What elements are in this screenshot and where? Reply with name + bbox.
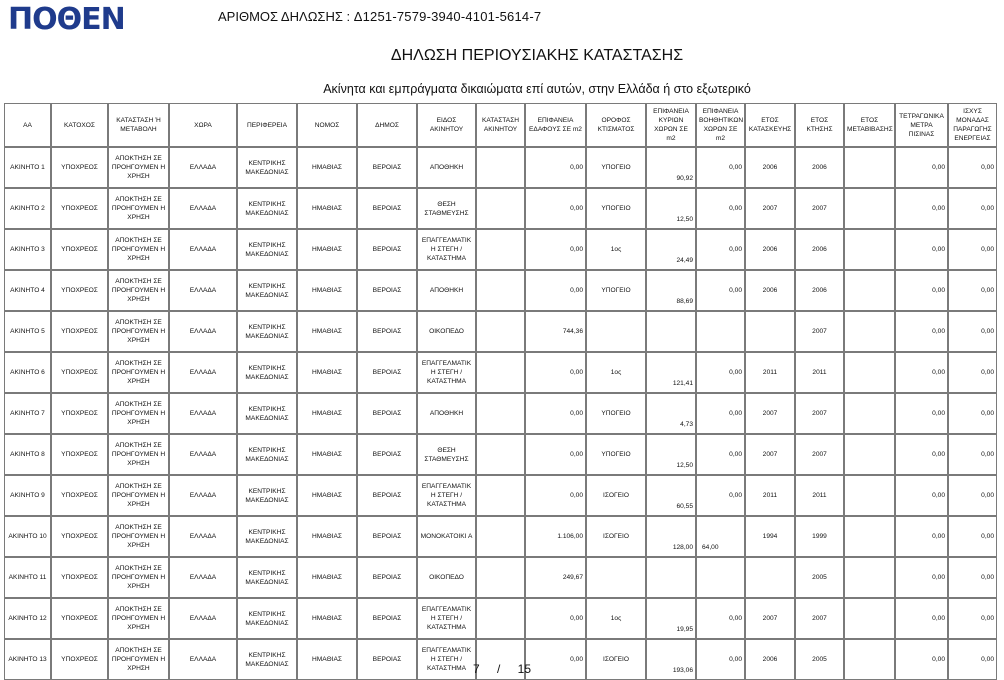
table-cell: 0,00 — [696, 475, 745, 516]
table-cell — [844, 229, 895, 270]
table-cell: ΒΕΡΟΙΑΣ — [357, 229, 417, 270]
table-body — [4, 147, 997, 680]
table-cell — [476, 270, 525, 311]
property-table — [4, 103, 997, 680]
table-cell: 0,00 — [948, 188, 997, 229]
table-cell — [586, 557, 646, 598]
table-cell: ΚΕΝΤΡΙΚΗΣ ΜΑΚΕΔΟΝΙΑΣ — [237, 639, 297, 680]
table-cell: 2007 — [745, 434, 795, 475]
table-cell: 121,41 — [646, 352, 696, 393]
table-cell: ΥΠΟΧΡΕΟΣ — [51, 557, 108, 598]
table-cell — [844, 270, 895, 311]
table-cell: 2011 — [795, 475, 844, 516]
table-cell: ΗΜΑΘΙΑΣ — [297, 229, 357, 270]
table-cell: 193,06 — [646, 639, 696, 680]
table-row — [4, 393, 997, 434]
table-cell: 0,00 — [525, 475, 586, 516]
column-header: ΠΕΡΙΦΕΡΕΙΑ — [237, 103, 297, 147]
column-header: ΕΠΙΦΑΝΕΙΑ ΒΟΗΘΗΤΙΚΩΝ ΧΩΡΩΝ ΣΕ m2 — [696, 103, 745, 147]
table-cell — [476, 557, 525, 598]
table-cell: ΗΜΑΘΙΑΣ — [297, 516, 357, 557]
column-header: ΙΣΧΥΣ ΜΟΝΑΔΑΣ ΠΑΡΑΓΩΓΗΣ ΕΝΕΡΓΕΙΑΣ — [948, 103, 997, 147]
page-title: ΔΗΛΩΣΗ ΠΕΡΙΟΥΣΙΑΚΗΣ ΚΑΤΑΣΤΑΣΗΣ — [390, 47, 684, 64]
column-header: ΔΗΜΟΣ — [357, 103, 417, 147]
table-cell: ΒΕΡΟΙΑΣ — [357, 516, 417, 557]
table-cell: ΙΣΟΓΕΙΟ — [586, 639, 646, 680]
table-cell: ΥΠΟΓΕΙΟ — [586, 270, 646, 311]
table-cell: 0,00 — [948, 598, 997, 639]
table-cell: 2007 — [795, 188, 844, 229]
table-cell: ΥΠΟΓΕΙΟ — [586, 434, 646, 475]
table-cell: 2005 — [795, 557, 844, 598]
table-cell: 88,69 — [646, 270, 696, 311]
table-cell: ΥΠΟΓΕΙΟ — [586, 188, 646, 229]
table-row — [4, 188, 997, 229]
table-cell: ΥΠΟΧΡΕΟΣ — [51, 393, 108, 434]
table-cell: 2011 — [745, 352, 795, 393]
table-cell: 2005 — [795, 639, 844, 680]
table-cell — [476, 393, 525, 434]
table-cell: 2007 — [795, 434, 844, 475]
table-cell: 0,00 — [696, 229, 745, 270]
table-cell: ΗΜΑΘΙΑΣ — [297, 598, 357, 639]
table-cell: 0,00 — [895, 516, 948, 557]
table-cell: ΗΜΑΘΙΑΣ — [297, 352, 357, 393]
table-cell: ΚΕΝΤΡΙΚΗΣ ΜΑΚΕΔΟΝΙΑΣ — [237, 393, 297, 434]
table-cell: ΕΛΛΑΔΑ — [169, 229, 237, 270]
column-header: ΕΠΙΦΑΝΕΙΑ ΚΥΡΙΩΝ ΧΩΡΩΝ ΣΕ m2 — [646, 103, 696, 147]
column-header: ΚΑΤΟΧΟΣ — [51, 103, 108, 147]
table-cell: 2006 — [795, 229, 844, 270]
table-cell: 0,00 — [525, 434, 586, 475]
table-cell: ΒΕΡΟΙΑΣ — [357, 352, 417, 393]
table-row — [4, 475, 997, 516]
pothen-logo: ΠΟΘΕΝ — [8, 2, 125, 37]
table-cell: 0,00 — [948, 147, 997, 188]
table-cell — [844, 434, 895, 475]
table-cell: 2006 — [745, 147, 795, 188]
table-cell: ΑΠΟΚΤΗΣΗ ΣΕ ΠΡΟΗΓΟΥΜΕΝ Η ΧΡΗΣΗ — [108, 598, 169, 639]
table-cell: ΒΕΡΟΙΑΣ — [357, 557, 417, 598]
table-cell: ΚΕΝΤΡΙΚΗΣ ΜΑΚΕΔΟΝΙΑΣ — [237, 598, 297, 639]
table-cell — [745, 557, 795, 598]
table-cell: ΟΙΚΟΠΕΔΟ — [417, 311, 476, 352]
table-cell: ΕΛΛΑΔΑ — [169, 598, 237, 639]
table-cell: ΥΠΟΧΡΕΟΣ — [51, 475, 108, 516]
table-cell: 2006 — [795, 270, 844, 311]
table-cell: ΥΠΟΧΡΕΟΣ — [51, 147, 108, 188]
table-cell: ΑΚΙΝΗΤΟ 12 — [4, 598, 51, 639]
table-cell: ΕΛΛΑΔΑ — [169, 475, 237, 516]
table-cell: 12,50 — [646, 434, 696, 475]
table-cell: ΕΠΑΓΓΕΛΜΑΤΙΚ Η ΣΤΕΓΗ / ΚΑΤΑΣΤΗΜΑ — [417, 352, 476, 393]
table-cell: ΑΚΙΝΗΤΟ 10 — [4, 516, 51, 557]
table-cell — [844, 557, 895, 598]
table-cell: ΚΕΝΤΡΙΚΗΣ ΜΑΚΕΔΟΝΙΑΣ — [237, 475, 297, 516]
table-cell: ΑΚΙΝΗΤΟ 7 — [4, 393, 51, 434]
table-cell: ΚΕΝΤΡΙΚΗΣ ΜΑΚΕΔΟΝΙΑΣ — [237, 516, 297, 557]
table-cell: ΑΠΟΚΤΗΣΗ ΣΕ ΠΡΟΗΓΟΥΜΕΝ Η ΧΡΗΣΗ — [108, 270, 169, 311]
table-cell — [745, 311, 795, 352]
table-cell: ΗΜΑΘΙΑΣ — [297, 311, 357, 352]
table-cell: ΑΠΟΘΗΚΗ — [417, 147, 476, 188]
declaration-label: ΑΡΙΘΜΟΣ ΔΗΛΩΣΗΣ : — [218, 9, 351, 24]
table-cell: 1999 — [795, 516, 844, 557]
table-cell: 0,00 — [895, 557, 948, 598]
declaration-number: Δ1251-7579-3940-4101-5614-7 — [353, 9, 542, 24]
table-cell: ΗΜΑΘΙΑΣ — [297, 270, 357, 311]
table-cell — [586, 311, 646, 352]
column-header: ΕΤΟΣ ΚΑΤΑΣΚΕΥΗΣ — [745, 103, 795, 147]
table-cell: ΙΣΟΓΕΙΟ — [586, 475, 646, 516]
table-cell: 19,95 — [646, 598, 696, 639]
table-row — [4, 229, 997, 270]
table-cell: 0,00 — [696, 598, 745, 639]
table-cell: 0,00 — [948, 393, 997, 434]
table-row — [4, 434, 997, 475]
table-cell: ΚΕΝΤΡΙΚΗΣ ΜΑΚΕΔΟΝΙΑΣ — [237, 311, 297, 352]
table-cell: 0,00 — [895, 639, 948, 680]
table-cell: 0,00 — [696, 434, 745, 475]
table-cell: 0,00 — [895, 270, 948, 311]
table-cell: ΑΚΙΝΗΤΟ 2 — [4, 188, 51, 229]
table-cell: 0,00 — [895, 598, 948, 639]
table-cell — [476, 516, 525, 557]
table-cell: ΑΠΟΚΤΗΣΗ ΣΕ ΠΡΟΗΓΟΥΜΕΝ Η ΧΡΗΣΗ — [108, 393, 169, 434]
table-cell: ΗΜΑΘΙΑΣ — [297, 147, 357, 188]
table-row — [4, 147, 997, 188]
table-cell: 249,67 — [525, 557, 586, 598]
table-cell: ΒΕΡΟΙΑΣ — [357, 639, 417, 680]
table-cell — [646, 557, 696, 598]
table-cell: 0,00 — [948, 434, 997, 475]
table-cell: 0,00 — [948, 352, 997, 393]
table-cell: ΑΚΙΝΗΤΟ 8 — [4, 434, 51, 475]
table-header-row — [4, 103, 997, 147]
table-cell: 2011 — [745, 475, 795, 516]
table-cell: 0,00 — [525, 598, 586, 639]
table-cell: ΕΛΛΑΔΑ — [169, 352, 237, 393]
table-cell: ΑΚΙΝΗΤΟ 6 — [4, 352, 51, 393]
table-cell: 0,00 — [696, 393, 745, 434]
table-cell — [696, 311, 745, 352]
table-cell: ΥΠΟΧΡΕΟΣ — [51, 229, 108, 270]
table-cell — [476, 311, 525, 352]
table-cell: 0,00 — [895, 229, 948, 270]
table-cell: ΥΠΟΧΡΕΟΣ — [51, 598, 108, 639]
table-cell: 0,00 — [696, 270, 745, 311]
table-cell: 24,49 — [646, 229, 696, 270]
table-cell — [844, 516, 895, 557]
table-cell: ΑΚΙΝΗΤΟ 3 — [4, 229, 51, 270]
table-cell: ΚΕΝΤΡΙΚΗΣ ΜΑΚΕΔΟΝΙΑΣ — [237, 188, 297, 229]
table-cell: ΚΕΝΤΡΙΚΗΣ ΜΑΚΕΔΟΝΙΑΣ — [237, 352, 297, 393]
table-cell: ΚΕΝΤΡΙΚΗΣ ΜΑΚΕΔΟΝΙΑΣ — [237, 434, 297, 475]
table-cell: ΑΠΟΚΤΗΣΗ ΣΕ ΠΡΟΗΓΟΥΜΕΝ Η ΧΡΗΣΗ — [108, 639, 169, 680]
table-cell: ΚΕΝΤΡΙΚΗΣ ΜΑΚΕΔΟΝΙΑΣ — [237, 270, 297, 311]
table-cell: ΕΛΛΑΔΑ — [169, 434, 237, 475]
table-cell: 0,00 — [895, 475, 948, 516]
table-cell: ΒΕΡΟΙΑΣ — [357, 270, 417, 311]
table-cell: ΑΠΟΚΤΗΣΗ ΣΕ ΠΡΟΗΓΟΥΜΕΝ Η ΧΡΗΣΗ — [108, 188, 169, 229]
table-cell: ΚΕΝΤΡΙΚΗΣ ΜΑΚΕΔΟΝΙΑΣ — [237, 147, 297, 188]
table-cell: ΙΣΟΓΕΙΟ — [586, 516, 646, 557]
table-cell: ΥΠΟΧΡΕΟΣ — [51, 311, 108, 352]
table-cell: 0,00 — [948, 639, 997, 680]
table-cell — [844, 147, 895, 188]
table-cell: ΑΠΟΚΤΗΣΗ ΣΕ ΠΡΟΗΓΟΥΜΕΝ Η ΧΡΗΣΗ — [108, 557, 169, 598]
table-cell: ΕΛΛΑΔΑ — [169, 516, 237, 557]
table-cell — [844, 598, 895, 639]
table-cell: ΑΠΟΚΤΗΣΗ ΣΕ ΠΡΟΗΓΟΥΜΕΝ Η ΧΡΗΣΗ — [108, 434, 169, 475]
table-cell: ΕΛΛΑΔΑ — [169, 147, 237, 188]
table-cell — [476, 434, 525, 475]
table-cell — [476, 188, 525, 229]
table-cell: 0,00 — [525, 352, 586, 393]
table-cell: 0,00 — [895, 434, 948, 475]
table-cell — [696, 557, 745, 598]
table-cell: ΕΛΛΑΔΑ — [169, 270, 237, 311]
table-cell: 0,00 — [525, 147, 586, 188]
table-cell: 0,00 — [895, 311, 948, 352]
table-cell: ΒΕΡΟΙΑΣ — [357, 434, 417, 475]
table-cell: 0,00 — [948, 270, 997, 311]
table-cell: ΑΠΟΚΤΗΣΗ ΣΕ ΠΡΟΗΓΟΥΜΕΝ Η ΧΡΗΣΗ — [108, 311, 169, 352]
table-cell — [844, 311, 895, 352]
table-cell — [844, 352, 895, 393]
table-row — [4, 516, 997, 557]
table-cell: ΘΕΣΗ ΣΤΑΘΜΕΥΣΗΣ — [417, 188, 476, 229]
table-cell: ΗΜΑΘΙΑΣ — [297, 557, 357, 598]
table-cell: 1ος — [586, 229, 646, 270]
column-header: ΧΩΡΑ — [169, 103, 237, 147]
table-row — [4, 557, 997, 598]
table-cell — [476, 475, 525, 516]
table-cell: 0,00 — [525, 270, 586, 311]
table-cell: ΗΜΑΘΙΑΣ — [297, 639, 357, 680]
table-cell: 64,00 — [696, 516, 745, 557]
table-cell — [476, 229, 525, 270]
table-cell: 0,00 — [696, 188, 745, 229]
table-cell: ΑΚΙΝΗΤΟ 13 — [4, 639, 51, 680]
table-cell: 2006 — [745, 229, 795, 270]
table-cell: ΥΠΟΓΕΙΟ — [586, 393, 646, 434]
table-cell: 2006 — [745, 639, 795, 680]
table-cell: ΘΕΣΗ ΣΤΑΘΜΕΥΣΗΣ — [417, 434, 476, 475]
table-cell: ΥΠΟΓΕΙΟ — [586, 147, 646, 188]
page-current: 7 — [472, 662, 480, 676]
table-cell: ΑΚΙΝΗΤΟ 11 — [4, 557, 51, 598]
table-cell: 60,55 — [646, 475, 696, 516]
table-cell: ΒΕΡΟΙΑΣ — [357, 311, 417, 352]
table-cell: 4,73 — [646, 393, 696, 434]
table-cell: ΑΠΟΘΗΚΗ — [417, 270, 476, 311]
table-cell: 0,00 — [948, 311, 997, 352]
table-cell: 0,00 — [525, 639, 586, 680]
column-header: ΕΤΟΣ ΚΤΗΣΗΣ — [795, 103, 844, 147]
table-cell: ΑΚΙΝΗΤΟ 9 — [4, 475, 51, 516]
table-cell: 0,00 — [948, 229, 997, 270]
table-cell: 2007 — [745, 393, 795, 434]
table-cell: ΑΠΟΚΤΗΣΗ ΣΕ ΠΡΟΗΓΟΥΜΕΝ Η ΧΡΗΣΗ — [108, 229, 169, 270]
table-cell: ΚΕΝΤΡΙΚΗΣ ΜΑΚΕΔΟΝΙΑΣ — [237, 557, 297, 598]
table-cell: ΒΕΡΟΙΑΣ — [357, 188, 417, 229]
table-cell: 2007 — [745, 188, 795, 229]
table-cell: 2007 — [795, 598, 844, 639]
column-header: ΕΙΔΟΣ ΑΚΙΝΗΤΟΥ — [417, 103, 476, 147]
table-cell: ΥΠΟΧΡΕΟΣ — [51, 352, 108, 393]
table-row — [4, 270, 997, 311]
table-cell: 0,00 — [948, 475, 997, 516]
table-cell — [476, 147, 525, 188]
column-header: ΚΑΤΑΣΤΑΣΗ ΑΚΙΝΗΤΟΥ — [476, 103, 525, 147]
table-cell: ΗΜΑΘΙΑΣ — [297, 475, 357, 516]
table-cell: 2007 — [795, 311, 844, 352]
table-cell: 1994 — [745, 516, 795, 557]
table-cell: 2011 — [795, 352, 844, 393]
table-cell: 90,92 — [646, 147, 696, 188]
table-cell: ΒΕΡΟΙΑΣ — [357, 475, 417, 516]
table-cell: ΥΠΟΧΡΕΟΣ — [51, 270, 108, 311]
table-cell: ΕΛΛΑΔΑ — [169, 393, 237, 434]
page-indicator — [0, 662, 1004, 676]
column-header: ΑΑ — [4, 103, 51, 147]
table-cell: 0,00 — [895, 147, 948, 188]
table-cell: 0,00 — [525, 393, 586, 434]
table-cell — [844, 188, 895, 229]
table-cell: ΑΠΟΚΤΗΣΗ ΣΕ ΠΡΟΗΓΟΥΜΕΝ Η ΧΡΗΣΗ — [108, 147, 169, 188]
table-row — [4, 352, 997, 393]
column-header: ΟΡΟΦΟΣ ΚΤΙΣΜΑΤΟΣ — [586, 103, 646, 147]
column-header: ΕΠΙΦΑΝΕΙΑ ΕΔΑΦΟΥΣ ΣΕ m2 — [525, 103, 586, 147]
table-cell: 2007 — [745, 598, 795, 639]
table-cell: 0,00 — [696, 352, 745, 393]
table-cell: ΥΠΟΧΡΕΟΣ — [51, 434, 108, 475]
table-cell: 128,00 — [646, 516, 696, 557]
table-cell — [646, 311, 696, 352]
table-cell: ΕΛΛΑΔΑ — [169, 557, 237, 598]
column-header: ΝΟΜΟΣ — [297, 103, 357, 147]
table-cell: ΕΠΑΓΓΕΛΜΑΤΙΚ Η ΣΤΕΓΗ / ΚΑΤΑΣΤΗΜΑ — [417, 229, 476, 270]
table-cell: 0,00 — [895, 352, 948, 393]
page-separator: / — [496, 662, 501, 676]
table-cell: 1.106,00 — [525, 516, 586, 557]
table-cell: ΑΚΙΝΗΤΟ 1 — [4, 147, 51, 188]
table-cell: ΗΜΑΘΙΑΣ — [297, 393, 357, 434]
table-cell: ΚΕΝΤΡΙΚΗΣ ΜΑΚΕΔΟΝΙΑΣ — [237, 229, 297, 270]
table-cell: 0,00 — [948, 557, 997, 598]
column-header: ΕΤΟΣ ΜΕΤΑΒΙΒΑΣΗΣ — [844, 103, 895, 147]
table-cell: ΑΚΙΝΗΤΟ 5 — [4, 311, 51, 352]
declaration-number-line — [218, 9, 541, 24]
table-cell: ΜΟΝΟΚΑΤΟΙΚΙ Α — [417, 516, 476, 557]
table-cell: ΕΛΛΑΔΑ — [169, 311, 237, 352]
table-cell: 744,36 — [525, 311, 586, 352]
table-cell: ΥΠΟΧΡΕΟΣ — [51, 639, 108, 680]
table-cell: ΑΠΟΚΤΗΣΗ ΣΕ ΠΡΟΗΓΟΥΜΕΝ Η ΧΡΗΣΗ — [108, 352, 169, 393]
table-cell: ΗΜΑΘΙΑΣ — [297, 188, 357, 229]
table-cell: 2006 — [745, 270, 795, 311]
table-cell — [844, 393, 895, 434]
table-cell: ΥΠΟΧΡΕΟΣ — [51, 516, 108, 557]
table-cell: 0,00 — [895, 393, 948, 434]
table-cell: 0,00 — [948, 516, 997, 557]
table-cell — [476, 352, 525, 393]
table-cell: 12,50 — [646, 188, 696, 229]
table-cell: 0,00 — [696, 147, 745, 188]
table-cell: ΒΕΡΟΙΑΣ — [357, 393, 417, 434]
table-cell: ΕΛΛΑΔΑ — [169, 639, 237, 680]
table-cell: ΒΕΡΟΙΑΣ — [357, 147, 417, 188]
table-cell: 0,00 — [696, 639, 745, 680]
page-total: 15 — [517, 662, 532, 676]
table-cell: 1ος — [586, 352, 646, 393]
table-cell: ΕΠΑΓΓΕΛΜΑΤΙΚ Η ΣΤΕΓΗ / ΚΑΤΑΣΤΗΜΑ — [417, 598, 476, 639]
table-cell: ΕΠΑΓΓΕΛΜΑΤΙΚ Η ΣΤΕΓΗ / ΚΑΤΑΣΤΗΜΑ — [417, 639, 476, 680]
table-row — [4, 598, 997, 639]
column-header: ΤΕΤΡΑΓΩΝΙΚΑ ΜΕΤΡΑ ΠΙΣΙΝΑΣ — [895, 103, 948, 147]
table-cell: ΗΜΑΘΙΑΣ — [297, 434, 357, 475]
column-header: ΚΑΤΑΣΤΑΣΗ Ή ΜΕΤΑΒΟΛΗ — [108, 103, 169, 147]
table-cell: 2007 — [795, 393, 844, 434]
table-cell: ΕΠΑΓΓΕΛΜΑΤΙΚ Η ΣΤΕΓΗ / ΚΑΤΑΣΤΗΜΑ — [417, 475, 476, 516]
table-cell — [844, 475, 895, 516]
table-cell: ΑΠΟΚΤΗΣΗ ΣΕ ΠΡΟΗΓΟΥΜΕΝ Η ΧΡΗΣΗ — [108, 516, 169, 557]
table-cell: ΑΠΟΚΤΗΣΗ ΣΕ ΠΡΟΗΓΟΥΜΕΝ Η ΧΡΗΣΗ — [108, 475, 169, 516]
table-row — [4, 311, 997, 352]
table-cell: ΥΠΟΧΡΕΟΣ — [51, 188, 108, 229]
table-cell: 1ος — [586, 598, 646, 639]
table-cell: 0,00 — [525, 229, 586, 270]
table-cell: 0,00 — [895, 188, 948, 229]
table-cell: 2006 — [795, 147, 844, 188]
page-subtitle: Ακίνητα και εμπράγματα δικαιώματα επί αυτών, στην Ελλάδα ή στο εξωτερικό — [323, 82, 751, 96]
table-cell: 0,00 — [525, 188, 586, 229]
table-cell: ΑΠΟΘΗΚΗ — [417, 393, 476, 434]
table-cell — [476, 598, 525, 639]
table-cell: ΒΕΡΟΙΑΣ — [357, 598, 417, 639]
table-cell: ΟΙΚΟΠΕΔΟ — [417, 557, 476, 598]
table-cell: ΕΛΛΑΔΑ — [169, 188, 237, 229]
table-cell: ΑΚΙΝΗΤΟ 4 — [4, 270, 51, 311]
